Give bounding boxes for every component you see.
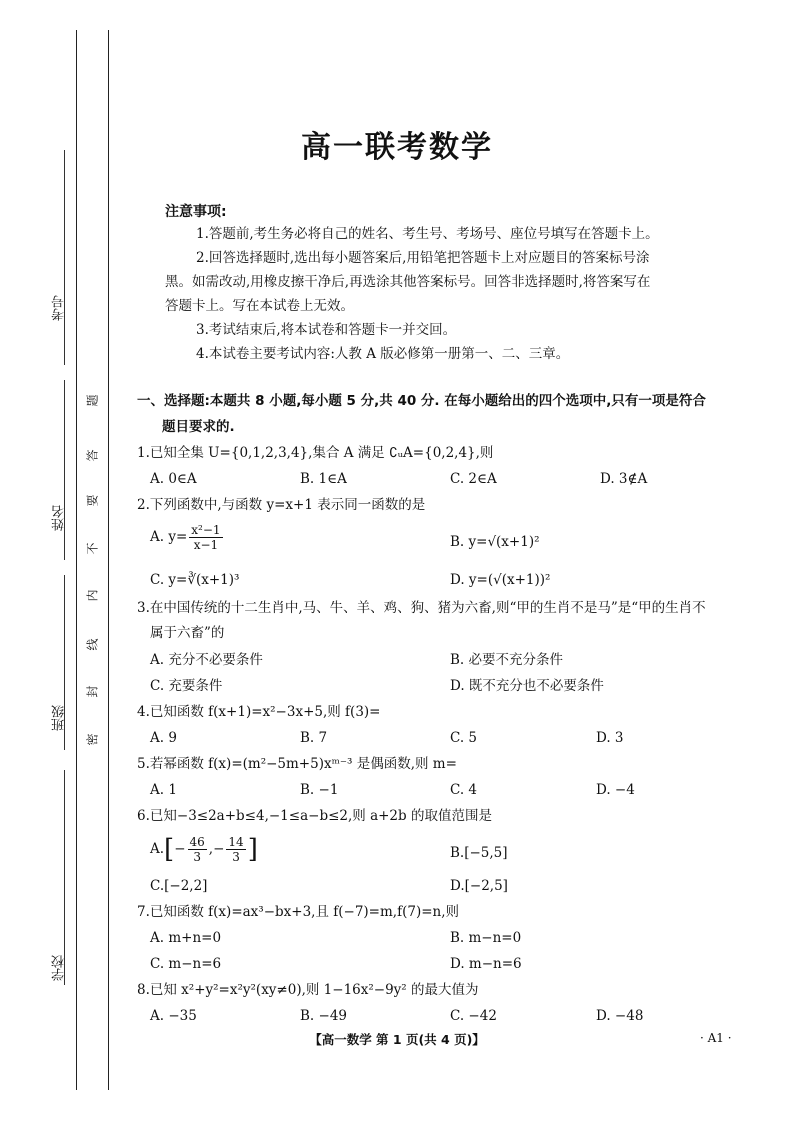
left-bracket-icon: [ <box>164 834 175 865</box>
q6-option-a: A.[− $\frac{46}{3}$ ,− $\frac{14}{3}$ ] <box>150 834 258 865</box>
denominator: 3 <box>232 850 240 864</box>
q7-option-c: C. m−n=6 <box>150 956 222 972</box>
q6-option-d: D.[−2,5] <box>450 878 508 894</box>
numerator: 46 <box>189 835 205 849</box>
q5-option-c: C. 4 <box>450 782 478 798</box>
q8-stem: 8.已知 x²+y²=x²y²(xy≠0),则 1−16x²−9y² 的最大值为 <box>137 982 479 998</box>
q2-option-d: D. y=(√(x+1))² <box>450 572 551 588</box>
notice-item: 1.答题前,考生务必将自己的姓名、考生号、考场号、座位号填写在答题卡上。 <box>196 226 659 242</box>
q8-option-d: D. −48 <box>596 1008 644 1024</box>
denominator: 3 <box>193 850 201 864</box>
class-label: 班级 <box>52 705 67 731</box>
q1-option-b: B. 1∈A <box>300 471 347 487</box>
q6-option-a-prefix: A. <box>150 841 165 857</box>
seal-char: 封 <box>85 685 100 698</box>
q3-option-a: A. 充分不必要条件 <box>150 652 263 668</box>
q2-stem: 2.下列函数中,与函数 y=x+1 表示同一函数的是 <box>137 497 426 513</box>
q4-option-d: D. 3 <box>596 730 624 746</box>
q6-option-c: C.[−2,2] <box>150 878 208 894</box>
school-label: 学校 <box>52 955 67 981</box>
q8-option-b: B. −49 <box>300 1008 347 1024</box>
q1-option-a: A. 0∈A <box>150 471 197 487</box>
denominator: x−1 <box>193 538 219 552</box>
q6-option-b: B.[−5,5] <box>450 845 508 861</box>
right-bracket-icon: ] <box>247 834 258 865</box>
q2-option-a <box>150 523 225 552</box>
section-heading-cont: 题目要求的. <box>162 419 235 435</box>
q5-option-b: B. −1 <box>300 782 339 798</box>
notice-item: 2.回答选择题时,选出每小题答案后,用铅笔把答题卡上对应题目的答案标号涂 <box>196 250 650 266</box>
notice-heading: 注意事项: <box>165 204 227 220</box>
seal-char: 答 <box>85 449 100 462</box>
page-title: 高一联考数学 <box>301 130 493 165</box>
numerator: 14 <box>228 835 244 849</box>
notice-item: 4.本试卷主要考试内容:人教 A 版必修第一册第一、二、三章。 <box>196 346 570 362</box>
q1-option-d: D. 3∉A <box>600 471 648 487</box>
q6-stem: 6.已知−3≤2a+b≤4,−1≤a−b≤2,则 a+2b 的取值范围是 <box>137 808 492 824</box>
numerator: x²−1 <box>191 523 221 537</box>
seal-char: 内 <box>85 589 100 602</box>
q7-option-a: A. m+n=0 <box>150 930 222 946</box>
q4-stem: 4.已知函数 f(x+1)=x²−3x+5,则 f(3)= <box>137 704 381 720</box>
seal-char: 线 <box>85 638 100 651</box>
q5-option-a: A. 1 <box>150 782 177 798</box>
q3-option-b: B. 必要不充分条件 <box>450 652 564 668</box>
q4-option-c: C. 5 <box>450 730 478 746</box>
notice-item: 3.考试结束后,将本试卷和答题卡一并交回。 <box>196 322 457 338</box>
q7-stem: 7.已知函数 f(x)=ax³−bx+3,且 f(−7)=m,f(7)=n,则 <box>137 904 460 920</box>
q3-stem: 3.在中国传统的十二生肖中,马、牛、羊、鸡、狗、猪为六畜,则“甲的生肖不是马”是“甲的生肖不 <box>137 600 706 616</box>
q3-option-c: C. 充要条件 <box>150 678 223 694</box>
q2-option-b: B. y=√(x+1)² <box>450 534 540 550</box>
binding-line-left <box>76 30 77 1090</box>
q7-option-d: D. m−n=6 <box>450 956 522 972</box>
notice-item: 黑。如需改动,用橡皮擦干净后,再选涂其他答案标号。回答非选择题时,将答案写在 <box>165 274 651 290</box>
seal-char: 不 <box>85 542 100 555</box>
q2-option-a-fraction <box>189 523 222 552</box>
q5-stem: 5.若幂函数 f(x)=(m²−5m+5)xᵐ⁻³ 是偶函数,则 m= <box>137 756 457 772</box>
q1-option-c: C. 2∈A <box>450 471 497 487</box>
exam-no-blank <box>64 150 65 365</box>
q5-option-d: D. −4 <box>596 782 635 798</box>
seal-char: 密 <box>85 733 100 746</box>
school-blank <box>64 770 65 985</box>
q8-option-c: C. −42 <box>450 1008 497 1024</box>
q3-option-d: D. 既不充分也不必要条件 <box>450 678 604 694</box>
q2-option-c: C. y=∛(x+1)³ <box>150 572 240 588</box>
q4-option-b: B. 7 <box>300 730 328 746</box>
notice-item: 答题卡上。写在本试卷上无效。 <box>165 298 354 314</box>
fraction <box>226 835 245 864</box>
seal-char: 题 <box>85 394 100 407</box>
binding-line-right <box>108 30 109 1090</box>
q7-option-b: B. m−n=0 <box>450 930 522 946</box>
section-heading: 一、选择题:本题共 8 小题,每小题 5 分,共 40 分. 在每小题给出的四个选项中,只有一项是符合 <box>137 393 706 409</box>
seal-char: 要 <box>85 494 100 507</box>
q2-option-a-prefix: A. y= <box>150 529 188 545</box>
page-footer: 【高一数学 第 1 页(共 4 页)】 <box>309 1032 485 1047</box>
name-blank <box>64 380 65 560</box>
q1-stem: 1.已知全集 U={0,1,2,3,4},集合 A 满足 ∁ᵤA={0,2,4},则 <box>137 445 494 461</box>
page-code: · A1 · <box>700 1031 732 1045</box>
fraction <box>188 835 207 864</box>
name-label: 姓名 <box>52 505 67 531</box>
q3-stem-cont: 属于六畜”的 <box>150 625 225 641</box>
exam-no-label: 考号 <box>52 295 67 321</box>
q4-option-a: A. 9 <box>150 730 177 746</box>
q8-option-a: A. −35 <box>150 1008 197 1024</box>
